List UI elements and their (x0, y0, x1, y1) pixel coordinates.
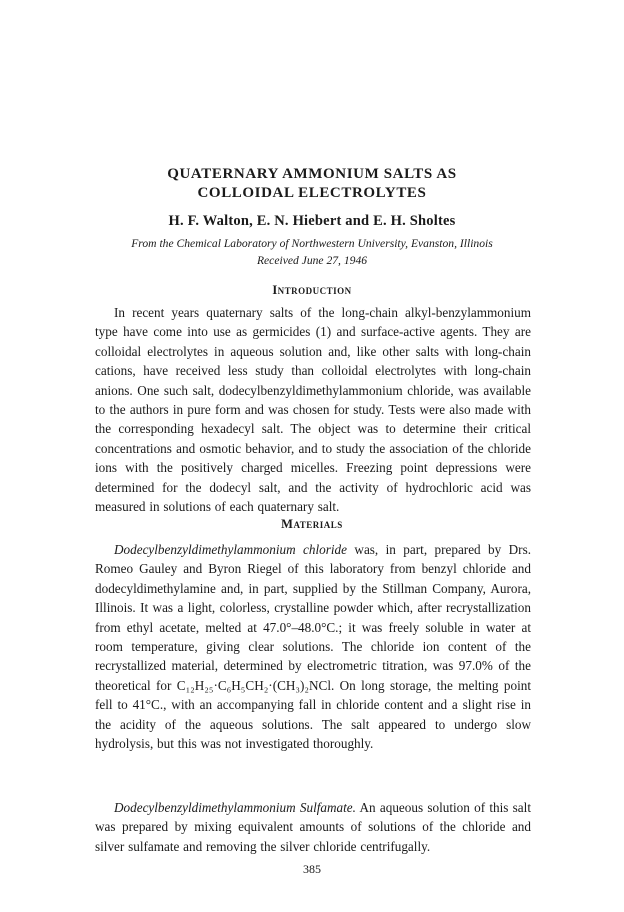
authors: H. F. Walton, E. N. Hiebert and E. H. Sholtes (168, 213, 456, 229)
article-title-line-1: QUATERNARY AMMONIUM SALTS AS (167, 166, 457, 182)
received-date: Received June 27, 1946 (256, 254, 368, 267)
page-number: 385 (303, 862, 321, 876)
section-heading-materials: Materials (281, 517, 343, 531)
materials-paragraph-2 (95, 798, 531, 856)
materials-paragraph-2-text: An aqueous solution of this salt was prepared by mixing equivalent amounts of solutions of the chloride and silver sulfamate and removing the silver chloride centrifugally. (95, 800, 531, 854)
compound-name-sulfamate: Dodecylbenzyldimethylammonium Sulfamate. (114, 800, 356, 815)
article-title-line-2: COLLOIDAL ELECTROLYTES (197, 185, 427, 201)
affiliation: From the Chemical Laboratory of Northwestern University, Evanston, Illinois (131, 237, 493, 250)
materials-paragraph-1-text: was, in part, prepared by Drs. Romeo Gauley and Byron Riegel of this laboratory from benzyl chloride and dodecyldimethylamine and, in part, supplied by the Stillman Company, Aurora, Illinois. It was a light, colorless, crystalline powder which, after recrystallization from ethyl acetate, melted at 47.0°–48.0°C.; it was freely soluble in water at room temperature, giving clear solutions. The chloride ion content of the recrystallized material, determined by electrometric titration, was 97.0% of the theoretical for C₁₂H₂₅·C₆H₅CH₂·(CH₃)₂NCl. On long storage, the melting point fell to 41°C., with an accompanying fall in chloride content and a slight rise in the acidity of the aqueous solutions. The salt appeared to undergo slow hydrolysis, but this was not investigated thoroughly. (95, 542, 531, 752)
introduction-paragraph: In recent years quaternary salts of the long-chain alkyl-benzylammonium type have come into use as germicides (1) and surface-active agents. They are colloidal electrolytes in aqueous solution and, like other salts with long-chain cations, have received less study than colloidal electrolytes with long-chain anions. One such salt, dodecylbenzyldimethylammonium chloride, was available to the authors in pure form and was chosen for study. Tests were also made with the corresponding hexadecyl salt. The object was to determine their critical concentrations and osmotic behavior, and to study the association of the chloride ions with the positively charged micelles. Freezing point depressions were determined for the dodecyl salt, and the activity of hydrochloric acid was measured in solutions of each quaternary salt. (95, 305, 531, 515)
compound-name-chloride: Dodecylbenzyldimethylammonium chloride (114, 542, 348, 557)
materials-paragraph-1 (95, 540, 531, 753)
section-heading-introduction: Introduction (272, 283, 352, 297)
